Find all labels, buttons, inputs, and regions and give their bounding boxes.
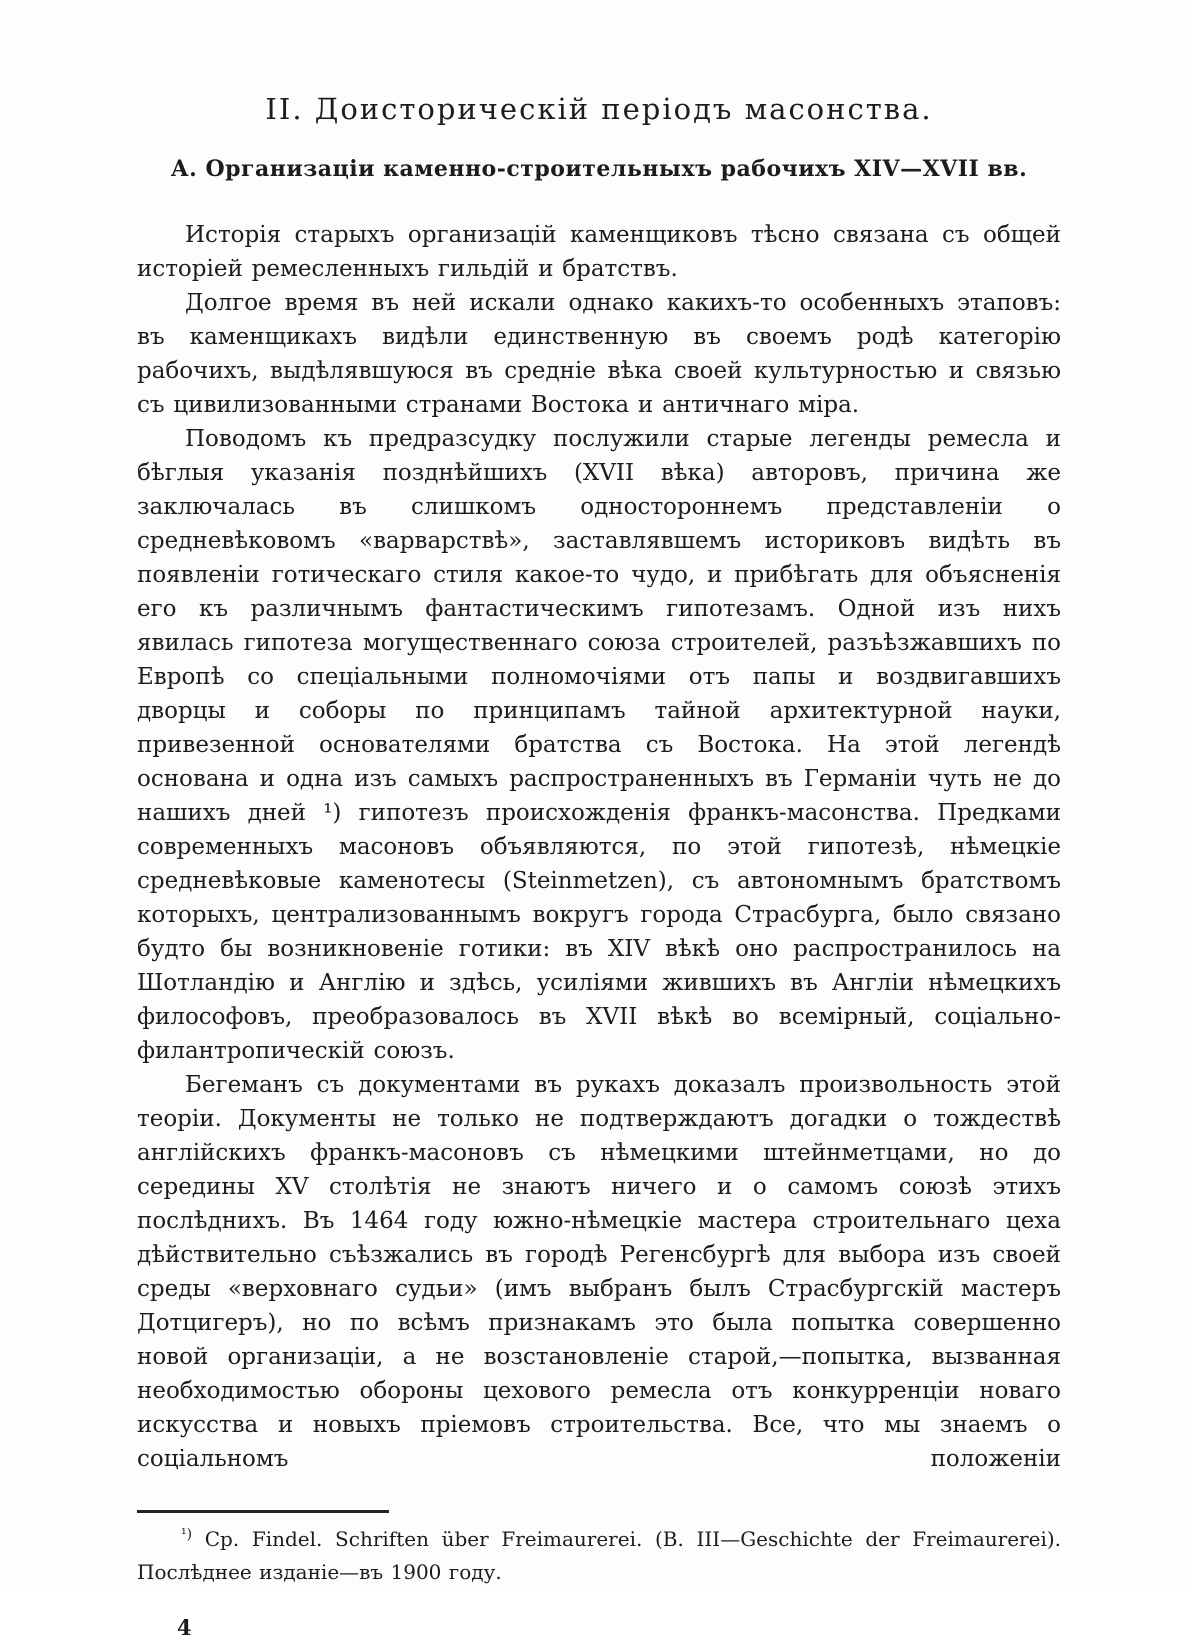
section-heading: А. Организаціи каменно-строительныхъ рабочихъ XIV—XVII вв. xyxy=(170,156,1028,182)
footnote-divider xyxy=(137,1510,389,1513)
footnote-marker: ¹) xyxy=(181,1526,193,1543)
footnote xyxy=(137,1523,1061,1589)
body-text xyxy=(137,218,1061,1476)
footnote-text: Ср. Findel. Schriften über Freimaurerei. (B. III—Geschichte der Freimaurerei). Послѣднее изданіе—въ 1900 году. xyxy=(137,1527,1061,1584)
paragraph: Поводомъ къ предразсудку послужили старые легенды ремесла и бѣглыя указанія позднѣйшихъ (XVII вѣка) авторовъ, причина же заключалась въ слишкомъ одностороннемъ представленіи о средневѣковомъ «варварствѣ», заставлявшемъ историковъ видѣть въ появленіи готическаго стиля какое-то чудо, и прибѣгать для объясненія его къ различнымъ фантастическимъ гипотезамъ. Одной изъ нихъ явилась гипотеза могущественнаго союза строителей, разъѣзжавшихъ по Европѣ со спеціальными полномочіями отъ папы и воздвигавшихъ дворцы и соборы по принципамъ тайной архитектурной науки, привезенной основателями братства съ Востока. На этой легендѣ основана и одна изъ самыхъ распространенныхъ въ Германіи чуть не до нашихъ дней ¹) гипотезъ происхожденія франкъ-масонства. Предками современныхъ масоновъ объявляются, по этой гипотезѣ, нѣмецкіе средневѣковые каменотесы (Steinmetzen), съ автономнымъ братствомъ которыхъ, централизованнымъ вокругъ города Страсбурга, было связано будто бы возникновеніе готики: въ XIV вѣкѣ оно распространилось на Шотландію и Англію и здѣсь, усиліями жившихъ въ Англіи нѣмецкихъ философовъ, преобразовалось въ XVII вѣкѣ во всемірный, соціально-филантропическій союзъ. xyxy=(137,426,1061,1064)
paragraph: Бегеманъ съ документами въ рукахъ доказалъ произвольность этой теоріи. Документы не только не подтверждаютъ догадки о тождествѣ англійскихъ франкъ-масоновъ съ нѣмецкими штейнметцами, но до середины XV столѣтія не знаютъ ничего и о самомъ союзѣ этихъ послѣднихъ. Въ 1464 году южно-нѣмецкіе мастера строительнаго цеха дѣйствительно съѣзжались въ городѣ Регенсбургѣ для выбора изъ своей среды «верховнаго судьи» (имъ выбранъ былъ Страсбургскій мастеръ Дотцигеръ), но по всѣмъ признакамъ это была попытка совершенно новой организаціи, а не возстановленіе старой,—попытка, вызванная необходимостью обороны цехового ремесла отъ конкурренціи новаго искусства и новыхъ пріемовъ строительства. Все, что мы знаемъ о соціальномъ положеніи xyxy=(137,1072,1061,1472)
page-number: 4 xyxy=(177,1615,192,1640)
chapter-title: II. Доисторическій періодъ масонства. xyxy=(265,92,933,126)
paragraph: Долгое время въ ней искали однако какихъ-то особенныхъ этаповъ: въ каменщикахъ видѣли единственную въ своемъ родѣ категорію рабочихъ, выдѣлявшуюся въ средніе вѣка своей культурностью и связью съ цивилизованными странами Востока и античнаго міра. xyxy=(137,290,1061,418)
paragraph: Исторія старыхъ организацій каменщиковъ тѣсно связана съ общей исторіей ремесленныхъ гильдій и братствъ. xyxy=(137,222,1061,282)
